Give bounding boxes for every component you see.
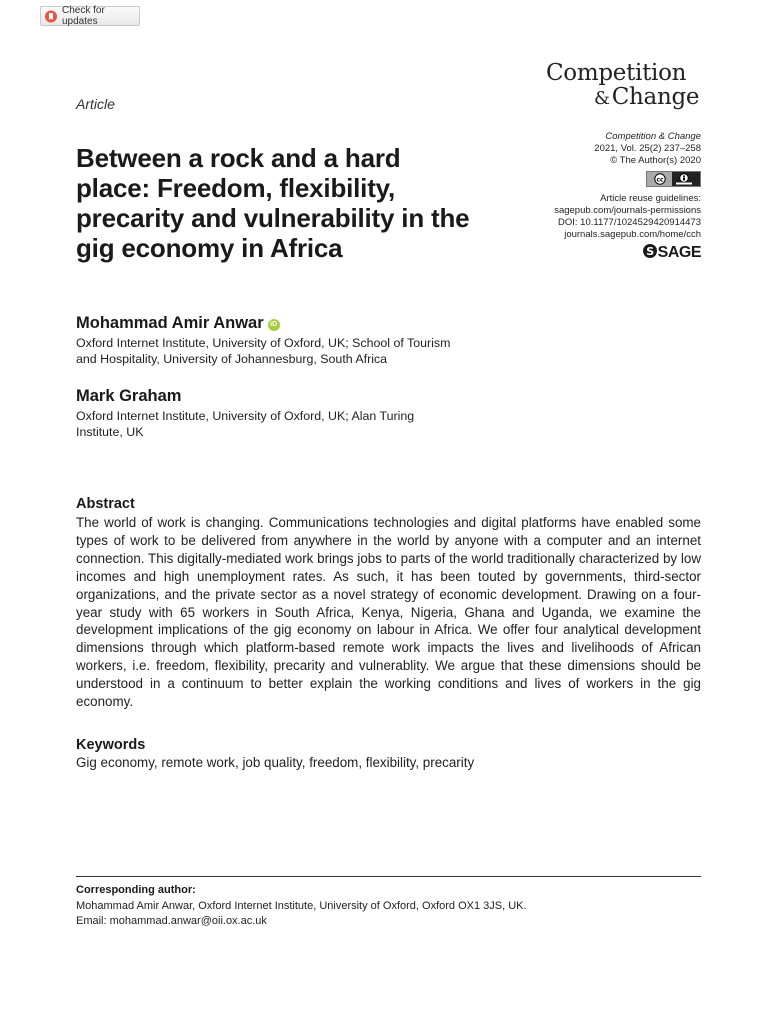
sage-logo xyxy=(643,244,701,259)
reuse-guidelines-label: Article reuse guidelines: xyxy=(600,192,701,204)
publisher-name: SAGE xyxy=(657,243,701,261)
journal-url-link[interactable]: journals.sagepub.com/home/cch xyxy=(564,229,701,241)
check-for-updates-label: Check for updates xyxy=(62,5,105,27)
cc-by-license-icon[interactable] xyxy=(646,171,701,187)
author-1-affiliation-line1: Oxford Internet Institute, University of Oxford, UK; School of Tourism xyxy=(76,336,451,350)
abstract-text: The world of work is changing. Communications technologies and digital platforms have enabled some types of work to be delivered from anywhere in the world by anyone with a computer and an internet connection. This digitally-mediated work brings jobs to parts of the world traditionally characterized by low incomes and high unemployment rates. As such, it has been touted by governments, third-sector organizations, and the private sector as a novel strategy of economic development. Drawing on a four-year study with 65 workers in South Africa, Kenya, Nigeria, Ghana and Uganda, we examine the development implications of the gig economy on labour in Africa. We offer four analytical development dimensions through which platform-based remote work impacts the lives and livelihoods of African workers, i.e. freedom, flexibility, precarity and vulnerablity. We argue that these dimensions should be understood in a continuum to better explain the working conditions and lives of workers in the gig economy. xyxy=(76,515,701,710)
copyright-notice: © The Author(s) 2020 xyxy=(610,155,701,167)
journal-logo xyxy=(546,60,706,110)
keywords-text: Gig economy, remote work, job quality, freedom, flexibility, precarity xyxy=(76,755,475,770)
corresponding-author-address: Mohammad Amir Anwar, Oxford Internet Institute, University of Oxford, Oxford OX1 3JS, UK. xyxy=(76,900,527,912)
author-2-affiliation-line2: Institute, UK xyxy=(76,425,144,439)
permissions-link[interactable]: sagepub.com/journals-permissions xyxy=(554,205,701,217)
journal-logo-amp: & xyxy=(594,88,610,109)
author-2-name: Mark Graham xyxy=(76,387,182,405)
article-title: Between a rock and a hard place: Freedom, flexibility, precarity and vulnerability in the gig economy in Africa xyxy=(76,143,470,263)
journal-name: Competition & Change xyxy=(605,131,701,142)
author-1-affiliation xyxy=(76,335,506,367)
abstract-heading: Abstract xyxy=(76,496,135,512)
author-1-name: Mohammad Amir Anwar xyxy=(76,314,264,332)
article-type-label: Article xyxy=(76,96,115,112)
orcid-icon[interactable]: iD xyxy=(268,319,280,331)
svg-text:cc: cc xyxy=(656,176,664,184)
journal-logo-line1: Competition xyxy=(546,60,687,86)
journal-logo-line2: Change xyxy=(611,84,700,110)
bookmark-icon xyxy=(45,10,57,23)
corresponding-author-email[interactable]: Email: mohammad.anwar@oii.ox.ac.uk xyxy=(76,915,267,927)
corresponding-author-heading: Corresponding author: xyxy=(76,884,196,896)
article-metadata xyxy=(540,131,701,261)
footnote-divider xyxy=(76,876,701,877)
volume-info: 2021, Vol. 25(2) 237–258 xyxy=(594,143,701,155)
author-2-affiliation-line1: Oxford Internet Institute, University of Oxford, UK; Alan Turing xyxy=(76,409,415,423)
doi[interactable]: DOI: 10.1177/1024529420914473 xyxy=(558,217,701,229)
check-for-updates-button[interactable] xyxy=(40,6,140,26)
author-1 xyxy=(76,314,280,333)
author-1-affiliation-line2: and Hospitality, University of Johannesburg, South Africa xyxy=(76,352,388,366)
svg-text:S: S xyxy=(645,244,654,258)
keywords-heading: Keywords xyxy=(76,737,146,753)
sage-s-icon xyxy=(643,244,657,258)
author-2-affiliation xyxy=(76,408,506,440)
